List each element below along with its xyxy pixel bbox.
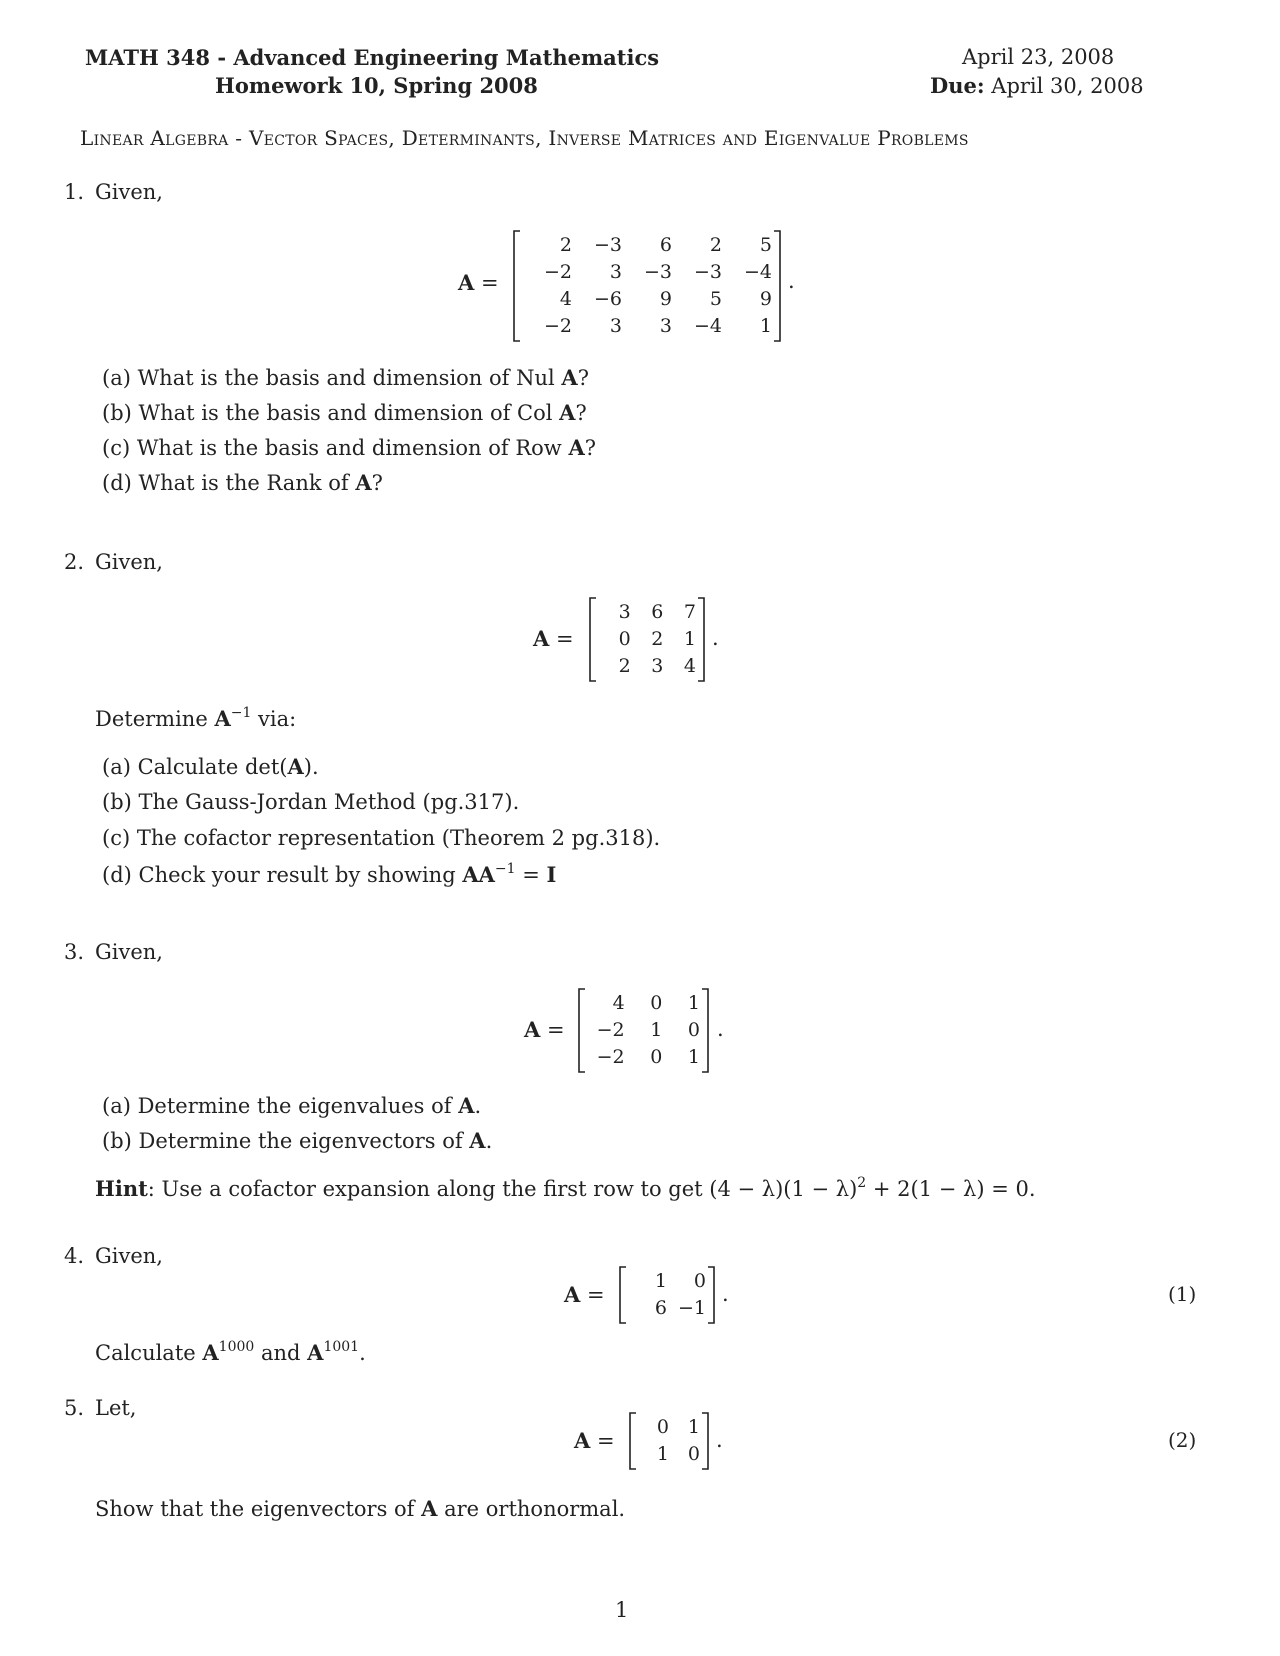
problem-3-matrix — [577, 988, 710, 1073]
left-bracket — [579, 989, 585, 1072]
part-label: (b) — [102, 401, 132, 425]
problem-2-determine — [95, 706, 296, 731]
matrix-entry: 0 — [618, 628, 631, 650]
matrix-entry: 3 — [609, 315, 622, 337]
matrix-entry: 6 — [659, 234, 672, 256]
matrix-entries — [522, 232, 772, 340]
matrix-symbol: A — [574, 1428, 591, 1453]
p2-part — [102, 754, 319, 779]
course-title: MATH 348 - Advanced Engineering Mathematics — [85, 45, 660, 70]
matrix-symbol: A — [524, 1017, 541, 1042]
matrix-symbol: A — [458, 270, 475, 295]
p1-part — [102, 470, 383, 495]
matrix-symbol: A — [533, 626, 550, 651]
p2-part — [102, 790, 519, 814]
part-text: What is the Rank of — [138, 471, 356, 495]
problem-4-matrix — [618, 1266, 716, 1324]
part-text: What is the basis and dimension of Nul — [137, 366, 562, 390]
matrix-row — [522, 313, 772, 340]
matrix-entry: −2 — [596, 1019, 625, 1041]
right-bracket — [774, 231, 780, 341]
matrix-row — [522, 232, 772, 259]
part-matrix: A — [469, 1128, 486, 1153]
section-subtitle: Linear Algebra - Vector Spaces, Determinants, Inverse Matrices and Eigenvalue Problems — [80, 126, 969, 150]
part-tail: . — [485, 1129, 493, 1153]
matrix-entry: −4 — [693, 315, 722, 337]
problem-1-matrix — [512, 230, 782, 342]
matrix-entry: 9 — [759, 288, 772, 310]
part-text: What is the basis and dimension of Row — [136, 436, 569, 460]
matrix-entry: 0 — [650, 1046, 663, 1068]
show-text: Show that the eigenvectors of — [95, 1497, 422, 1521]
part-tail: . — [474, 1094, 482, 1118]
p1-part — [102, 435, 596, 460]
matrix-entry: −1 — [677, 1297, 706, 1319]
matrix-entry: 0 — [693, 1270, 706, 1292]
problem-2-matrix — [588, 597, 706, 682]
part-tail: ? — [575, 401, 587, 425]
matrix-row — [598, 626, 696, 653]
power-matrix-1: A — [202, 1340, 219, 1365]
problem-2-lhs: A = — [533, 626, 574, 651]
problem-5-show — [95, 1496, 625, 1521]
problem-5-matrix — [628, 1412, 710, 1470]
matrix-entry: 2 — [618, 655, 631, 677]
matrix-row — [587, 1044, 700, 1071]
right-bracket — [708, 1267, 714, 1323]
power-exponent-2: 1001 — [323, 1339, 360, 1355]
matrix-entry: 1 — [683, 628, 696, 650]
due-date: April 30, 2008 — [991, 74, 1144, 98]
part-matrix: A — [561, 365, 578, 390]
matrix-entry: 1 — [656, 1443, 669, 1465]
part-tail: ? — [577, 366, 589, 390]
determine-exponent: −1 — [230, 705, 252, 721]
matrix-row — [638, 1414, 700, 1441]
matrix-entry: 0 — [650, 992, 663, 1014]
left-bracket — [620, 1267, 626, 1323]
part-matrix: A — [287, 754, 304, 779]
matrix-entry: 2 — [651, 628, 664, 650]
part-label: (a) — [102, 366, 131, 390]
problem-4-calculate — [95, 1340, 366, 1365]
part-tail: ). — [303, 755, 319, 779]
p3-part — [102, 1093, 481, 1118]
left-bracket — [514, 231, 520, 341]
matrix-row — [522, 259, 772, 286]
homework-title: Homework 10, Spring 2008 — [215, 73, 538, 98]
problem-5-number: 5. — [64, 1396, 85, 1420]
page-number: 1 — [615, 1598, 629, 1622]
calculate-end: . — [359, 1341, 366, 1365]
right-bracket — [702, 1413, 708, 1469]
matrix-entry: 1 — [687, 1046, 700, 1068]
matrix-entry: 2 — [559, 234, 572, 256]
matrix-row — [522, 286, 772, 313]
right-bracket — [702, 989, 708, 1072]
calculate-and: and — [254, 1341, 308, 1365]
matrix-period: . — [712, 626, 719, 650]
part-exponent: −1 — [494, 861, 516, 877]
problem-5-lhs: A = — [574, 1428, 615, 1453]
part-matrix: A — [559, 400, 576, 425]
matrix-period: . — [788, 269, 795, 293]
matrix-entry: 1 — [654, 1270, 667, 1292]
part-matrix: AA — [462, 862, 495, 887]
part-text: What is the basis and dimension of Col — [138, 401, 560, 425]
determine-tail: via: — [251, 707, 297, 731]
part-label: (b) — [102, 1129, 132, 1153]
show-tail: are orthonormal. — [437, 1497, 626, 1521]
matrix-row — [598, 653, 696, 680]
part-label: (b) — [102, 790, 132, 814]
hint-text: : Use a cofactor expansion along the first row to get (4 − λ)(1 − λ) — [147, 1177, 858, 1201]
matrix-row — [628, 1268, 706, 1295]
matrix-entry: 1 — [759, 315, 772, 337]
p2-part — [102, 826, 660, 850]
part-label: (c) — [102, 826, 131, 850]
equation-label-1: (1) — [1168, 1282, 1197, 1306]
part-label: (d) — [102, 863, 132, 887]
matrix-entry: −3 — [693, 261, 722, 283]
problem-4-intro: Given, — [95, 1244, 163, 1268]
calculate-text: Calculate — [95, 1341, 203, 1365]
problem-1-lhs: A = — [458, 270, 499, 295]
part-text: Determine the eigenvectors of — [138, 1129, 470, 1153]
matrix-entry: −2 — [543, 315, 572, 337]
matrix-entry: 3 — [609, 261, 622, 283]
part-text: The Gauss-Jordan Method (pg.317). — [138, 790, 520, 814]
left-bracket — [630, 1413, 636, 1469]
matrix-period: . — [716, 1428, 723, 1452]
part-tail: ? — [371, 471, 383, 495]
matrix-entry: −3 — [643, 261, 672, 283]
matrix-entry: −2 — [543, 261, 572, 283]
part-tail: ? — [584, 436, 597, 460]
part-label: (a) — [102, 1094, 131, 1118]
part-equals: = — [515, 863, 547, 887]
matrix-entry: −4 — [743, 261, 772, 283]
left-bracket — [590, 598, 596, 681]
matrix-entries — [638, 1414, 700, 1468]
part-label: (c) — [102, 436, 131, 460]
part-text: Check your result by showing — [138, 863, 463, 887]
p1-part — [102, 400, 587, 425]
problem-2-number: 2. — [64, 550, 85, 574]
part-matrix: A — [355, 470, 372, 495]
determine-matrix: A — [214, 706, 231, 731]
matrix-entry: 3 — [659, 315, 672, 337]
matrix-entries — [598, 599, 696, 680]
part-identity: I — [546, 862, 557, 887]
matrix-entry: 1 — [687, 1416, 700, 1438]
matrix-entry: −2 — [596, 1046, 625, 1068]
hint-label: Hint — [95, 1176, 148, 1201]
matrix-entries — [587, 990, 700, 1071]
p3-part — [102, 1128, 492, 1153]
matrix-entry: 7 — [683, 601, 696, 623]
problem-3-intro: Given, — [95, 940, 163, 964]
p2-part — [102, 862, 556, 887]
due-label: Due: — [930, 73, 985, 98]
issue-date: April 23, 2008 — [962, 45, 1115, 69]
problem-1-number: 1. — [64, 180, 85, 204]
problem-3-number: 3. — [64, 940, 85, 964]
problem-4-lhs: A = — [564, 1282, 605, 1307]
matrix-entry: −3 — [593, 234, 622, 256]
problem-1-intro: Given, — [95, 180, 163, 204]
part-text: Determine the eigenvalues of — [137, 1094, 459, 1118]
matrix-entry: 0 — [687, 1019, 700, 1041]
part-matrix: A — [458, 1093, 475, 1118]
matrix-period: . — [722, 1282, 729, 1306]
part-text: Calculate det( — [137, 755, 288, 779]
part-label: (d) — [102, 471, 132, 495]
problem-4-number: 4. — [64, 1244, 85, 1268]
right-bracket — [698, 598, 704, 681]
matrix-entry: 5 — [759, 234, 772, 256]
problem-5-intro: Let, — [95, 1396, 137, 1420]
matrix-symbol: A — [564, 1282, 581, 1307]
part-text: The cofactor representation (Theorem 2 pg.318). — [136, 826, 661, 850]
hint-tail: + 2(1 − λ) = 0. — [866, 1177, 1036, 1201]
matrix-row — [587, 990, 700, 1017]
matrix-entry: 1 — [687, 992, 700, 1014]
determine-text: Determine — [95, 707, 215, 731]
matrix-entry: 6 — [654, 1297, 667, 1319]
power-exponent-1: 1000 — [218, 1339, 255, 1355]
matrix-entry: 5 — [709, 288, 722, 310]
matrix-row — [638, 1441, 700, 1468]
part-label: (a) — [102, 755, 131, 779]
matrix-entry: −6 — [593, 288, 622, 310]
due-date-line — [930, 73, 1144, 98]
matrix-period: . — [717, 1017, 724, 1041]
matrix-entry: 6 — [651, 601, 664, 623]
part-matrix: A — [568, 435, 585, 460]
matrix-row — [628, 1295, 706, 1322]
matrix-entry: 4 — [559, 288, 572, 310]
matrix-entry: 0 — [687, 1443, 700, 1465]
matrix-entry: 3 — [651, 655, 664, 677]
matrix-entries — [628, 1268, 706, 1322]
hint-exponent: 2 — [857, 1175, 867, 1191]
matrix-entry: 1 — [650, 1019, 663, 1041]
matrix-entry: 4 — [683, 655, 696, 677]
matrix-row — [598, 599, 696, 626]
matrix-row — [587, 1017, 700, 1044]
problem-3-hint — [95, 1176, 1036, 1201]
equation-label-2: (2) — [1168, 1428, 1197, 1452]
matrix-entry: 2 — [709, 234, 722, 256]
matrix-entry: 3 — [618, 601, 631, 623]
matrix-entry: 9 — [659, 288, 672, 310]
problem-3-lhs: A = — [524, 1017, 565, 1042]
matrix-entry: 4 — [612, 992, 625, 1014]
power-matrix-2: A — [307, 1340, 324, 1365]
show-matrix: A — [421, 1496, 438, 1521]
matrix-entry: 0 — [656, 1416, 669, 1438]
problem-2-intro: Given, — [95, 550, 163, 574]
p1-part — [102, 365, 589, 390]
